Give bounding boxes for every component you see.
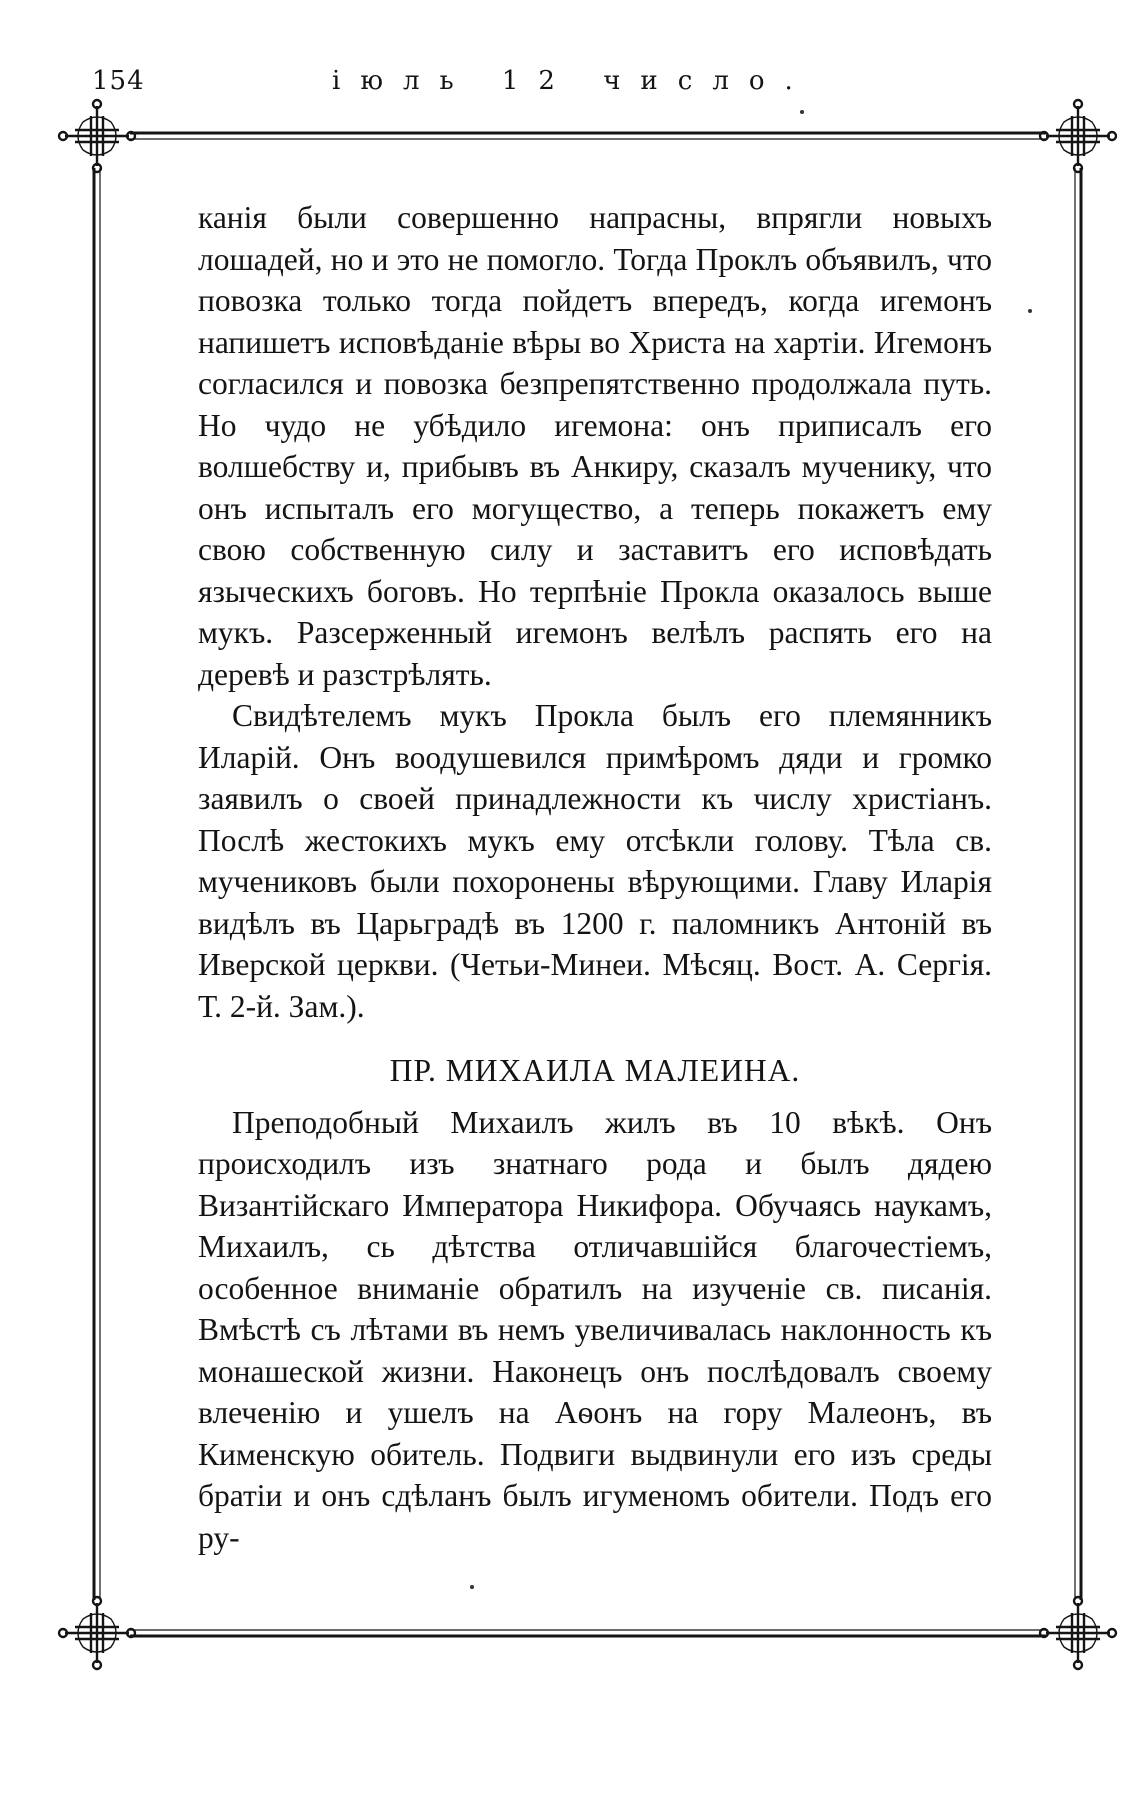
ink-speck xyxy=(800,110,804,114)
corner-ornament-top-right xyxy=(1040,100,1116,172)
page-number: 154 xyxy=(92,66,145,96)
running-title: іюль 12 число. xyxy=(332,66,813,96)
corner-ornament-top-left xyxy=(59,100,135,172)
paragraph-1: канія были совершенно напрасны, впрягли новыхъ лошадей, но и это не помогло. Тогда Проклъ объявилъ, что повозка только тогда пойдетъ впередъ, когда игемонъ напишетъ исповѣданіе вѣры во Христа на хартіи. Игемонъ согласился и повозка безпрепятственно продолжала путь. Но чудо не убѣдило игемона: онъ приписалъ его волшебству и, прибывъ въ Анкиру, сказалъ мученику, что онъ испыталъ его могущество, а теперь покажетъ ему свою собственную силу и заставитъ его исповѣдать языческихъ боговъ. Но терпѣніе Прокла оказалось выше мукъ. Разсерженный игемонъ велѣлъ распять его на деревѣ и разстрѣлять. xyxy=(198,200,992,692)
ink-speck xyxy=(470,1585,474,1589)
ink-speck xyxy=(1028,309,1032,313)
section-paragraph: Преподобный Михаилъ жилъ въ 10 вѣкѣ. Онъ происходилъ изъ знатнаго рода и былъ дядею Византійскаго Императора Никифора. Обучаясь наукамъ, Михаилъ, сь дѣтства отличавшійся благочестіемъ, особенное вниманіе обратилъ на изученіе св. писанія. Вмѣстѣ съ лѣтами въ немъ увеличивалась наклонность къ монашеской жизни. Наконецъ онъ послѣдовалъ своему влеченію и ушелъ на Аѳонъ на гору Малеонъ, въ Кименскую обитель. Подвиги выдвинули его изъ среды братіи и онъ сдѣланъ былъ игуменомъ обители. Подъ его ру- xyxy=(198,1104,992,1555)
paragraph-2: Свидѣтелемъ мукъ Прокла былъ его племянникъ Иларій. Онъ воодушевился примѣромъ дяди и громко заявилъ о своей принадлежности къ числу христіанъ. Послѣ жестокихъ мукъ ему отсѣкли голову. Тѣла св. мучениковъ были похоронены вѣрующими. Главу Иларія видѣлъ въ Царьградѣ въ 1200 г. паломникъ Антоній въ Иверской церкви. (Четьи-Минеи. Мѣсяц. Вост. А. Сергія. Т. 2-й. Зам.). xyxy=(198,698,992,1024)
corner-ornament-bottom-left xyxy=(59,1597,135,1669)
body-text xyxy=(198,197,992,1558)
corner-ornament-bottom-right xyxy=(1040,1597,1116,1669)
section-heading: ПР. МИХАИЛА МАЛЕИНА. xyxy=(389,1053,801,1088)
